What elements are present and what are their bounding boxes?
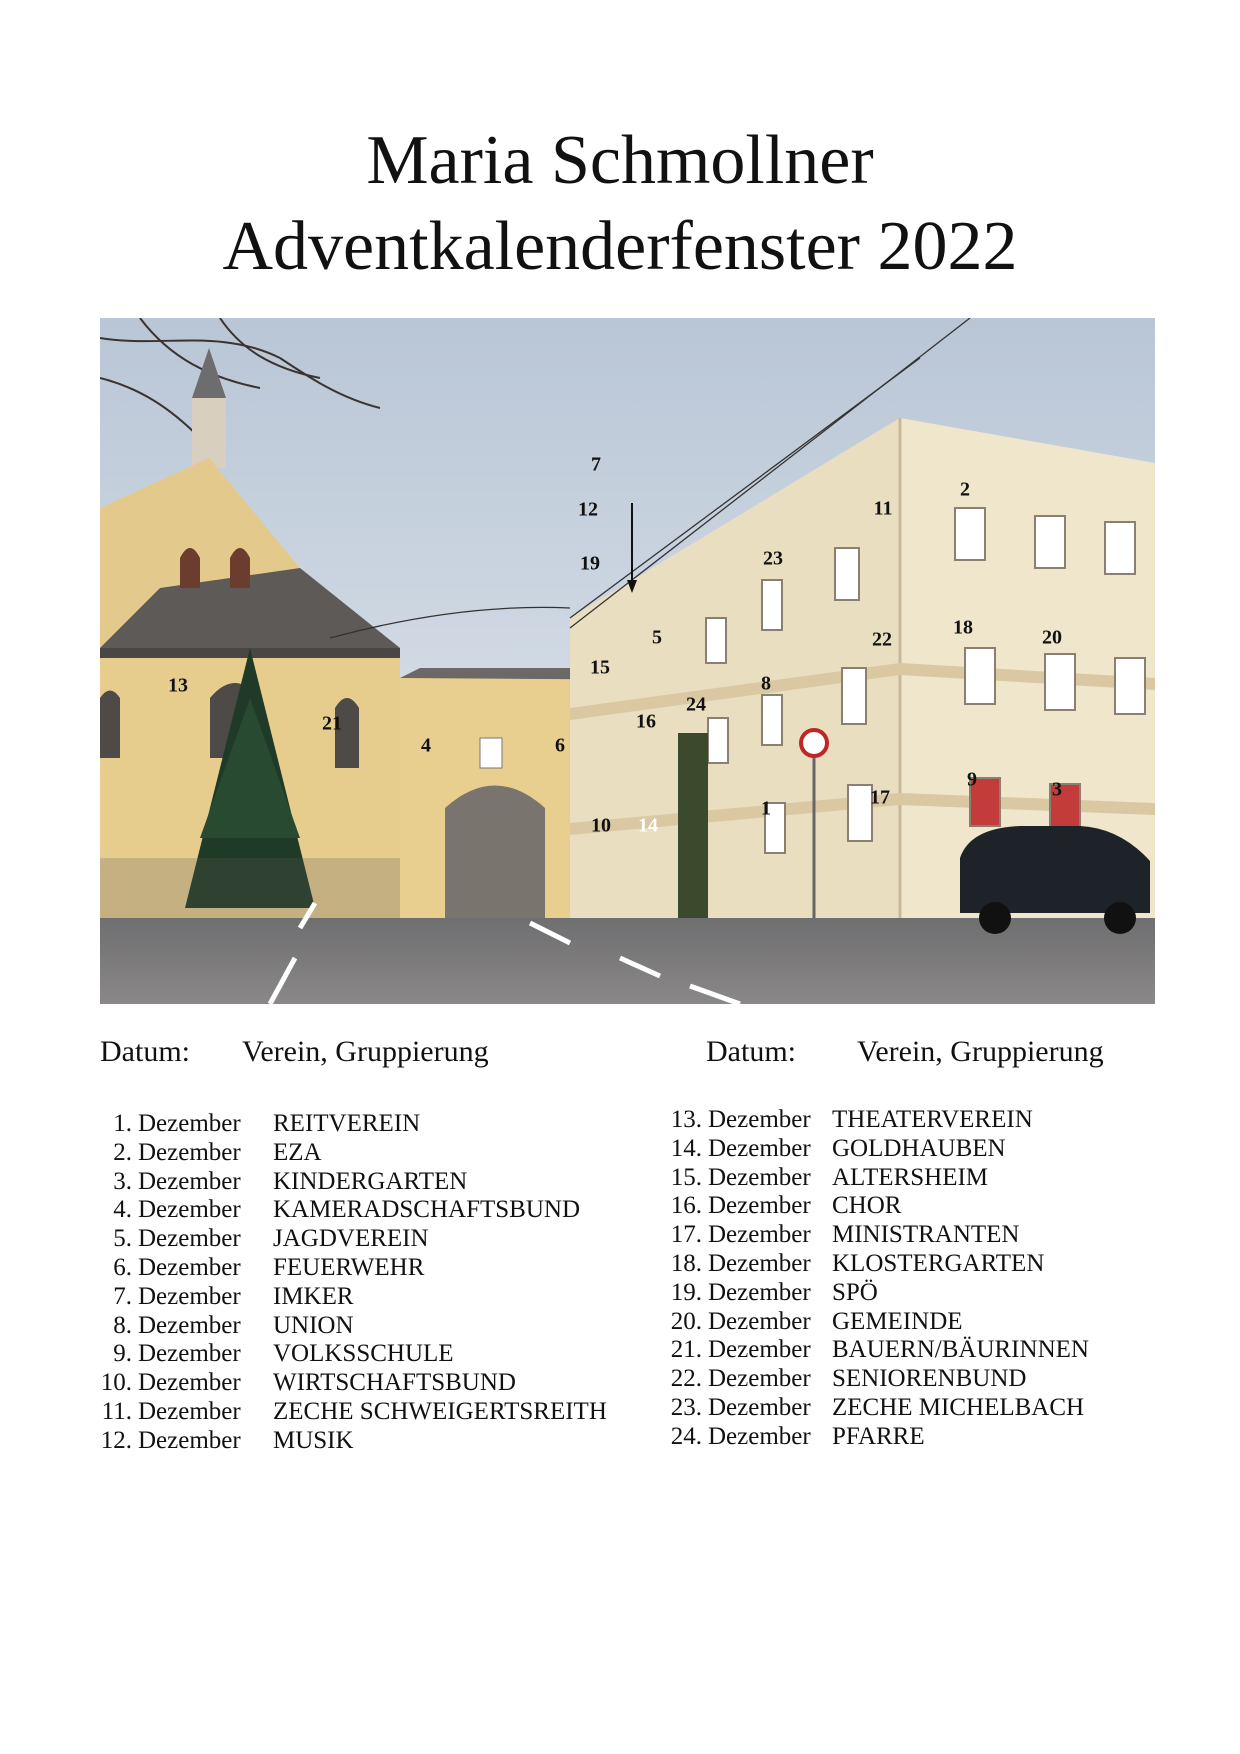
schedule-month: Dezember [708, 1106, 811, 1133]
schedule-day: 21. [670, 1336, 702, 1364]
schedule-row [0, 1196, 607, 1225]
schedule-row [570, 1365, 1089, 1394]
schedule-group: KINDERGARTEN [273, 1167, 468, 1195]
photo-marker-2: 2 [960, 478, 970, 501]
photo-marker-12: 12 [578, 498, 598, 521]
schedule-row [570, 1135, 1089, 1164]
schedule-month: Dezember [138, 1110, 241, 1137]
schedule-group: WIRTSCHAFTSBUND [273, 1369, 516, 1397]
schedule-day: 2. [113, 1138, 132, 1166]
schedule-day: 14. [670, 1134, 702, 1162]
schedule-row [0, 1254, 607, 1283]
schedule-day: 4. [113, 1196, 132, 1224]
schedule-day: 12. [100, 1426, 132, 1454]
schedule-day: 10. [100, 1369, 132, 1397]
schedule-month: Dezember [708, 1249, 811, 1277]
photo-marker-17: 17 [870, 786, 890, 809]
photo-marker-20: 20 [1042, 626, 1062, 649]
schedule-month: Dezember [708, 1422, 811, 1450]
schedule-day: 7. [113, 1282, 132, 1310]
schedule-row [0, 1427, 607, 1456]
schedule-day: 5. [113, 1225, 132, 1253]
schedule-group: ALTERSHEIM [832, 1163, 989, 1191]
schedule-day: 11. [101, 1397, 132, 1425]
schedule-group: FEUERWEHR [273, 1253, 425, 1281]
schedule-list-right [570, 1106, 1089, 1452]
schedule-month: Dezember [708, 1134, 811, 1162]
photo-marker-14: 14 [638, 814, 658, 837]
schedule-group: PFARRE [832, 1422, 925, 1450]
schedule-group: IMKER [273, 1282, 354, 1310]
schedule-group: UNION [273, 1311, 354, 1339]
schedule-row [570, 1394, 1089, 1423]
schedule-month: Dezember [708, 1393, 811, 1421]
schedule-day: 22. [670, 1365, 702, 1393]
photo-marker-4: 4 [421, 734, 431, 757]
schedule-day: 19. [670, 1278, 702, 1306]
schedule-month: Dezember [708, 1307, 811, 1335]
photo-marker-9: 9 [967, 768, 977, 791]
schedule-group: VOLKSSCHULE [273, 1340, 454, 1368]
schedule-day: 20. [670, 1307, 702, 1335]
schedule-month: Dezember [138, 1225, 241, 1253]
schedule-group: JAGDVEREIN [273, 1225, 429, 1253]
schedule-month: Dezember [708, 1163, 811, 1191]
photo-marker-5: 5 [652, 626, 662, 649]
schedule-month: Dezember [708, 1192, 811, 1220]
schedule-row [0, 1312, 607, 1341]
schedule-day: 13. [670, 1106, 702, 1133]
schedule-row [0, 1340, 607, 1369]
schedule-group: CHOR [832, 1192, 902, 1220]
right-date-header: Datum: [706, 1035, 796, 1068]
schedule-row [0, 1369, 607, 1398]
photo-marker-8: 8 [761, 672, 771, 695]
schedule-row [570, 1250, 1089, 1279]
schedule-group: SENIORENBUND [832, 1365, 1027, 1393]
schedule-row [570, 1336, 1089, 1365]
schedule-day: 6. [113, 1253, 132, 1281]
photo-marker-24: 24 [686, 693, 706, 716]
schedule-row [570, 1106, 1089, 1135]
schedule-month: Dezember [138, 1340, 241, 1368]
schedule-day: 16. [670, 1192, 702, 1220]
schedule-month: Dezember [708, 1365, 811, 1393]
photo-marker-13: 13 [168, 674, 188, 697]
photo-marker-16: 16 [636, 710, 656, 733]
schedule-day: 9. [113, 1340, 132, 1368]
title-line-1: Maria Schmollner [366, 122, 874, 199]
schedule-group: ZECHE MICHELBACH [832, 1393, 1085, 1421]
photo-marker-19: 19 [580, 552, 600, 575]
photo-marker-21: 21 [322, 712, 342, 735]
schedule-day: 1. [113, 1110, 132, 1137]
schedule-month: Dezember [138, 1397, 241, 1425]
schedule-month: Dezember [138, 1167, 241, 1195]
schedule-group: MUSIK [273, 1426, 354, 1454]
schedule-day: 18. [670, 1249, 702, 1277]
schedule-month: Dezember [138, 1426, 241, 1454]
schedule-group: KAMERADSCHAFTSBUND [273, 1196, 580, 1224]
schedule-row [570, 1221, 1089, 1250]
schedule-row [0, 1283, 607, 1312]
schedule-row [570, 1279, 1089, 1308]
photo-marker-18: 18 [953, 616, 973, 639]
schedule-month: Dezember [138, 1196, 241, 1224]
schedule-day: 24. [670, 1422, 702, 1450]
schedule-row [0, 1168, 607, 1197]
schedule-group: BAUERN/BÄURINNEN [832, 1336, 1089, 1364]
left-date-header: Datum: [100, 1035, 190, 1068]
photo-marker-23: 23 [763, 547, 783, 570]
schedule-row [0, 1225, 607, 1254]
photo-marker-15: 15 [590, 656, 610, 679]
schedule-group: GOLDHAUBEN [832, 1134, 1006, 1162]
schedule-group: ZECHE SCHWEIGERTSREITH [273, 1397, 607, 1425]
schedule-month: Dezember [708, 1336, 811, 1364]
building-photo [100, 318, 1155, 1004]
schedule-day: 8. [113, 1311, 132, 1339]
schedule-list-left [0, 1110, 607, 1456]
schedule-month: Dezember [138, 1282, 241, 1310]
schedule-month: Dezember [138, 1138, 241, 1166]
schedule-month: Dezember [138, 1253, 241, 1281]
schedule-day: 23. [670, 1393, 702, 1421]
photo-marker-1: 1 [761, 797, 771, 820]
schedule-row [0, 1139, 607, 1168]
right-group-header: Verein, Gruppierung [857, 1035, 1104, 1068]
schedule-day: 17. [670, 1221, 702, 1249]
schedule-month: Dezember [138, 1369, 241, 1397]
schedule-day: 15. [670, 1163, 702, 1191]
schedule-month: Dezember [708, 1221, 811, 1249]
schedule-group: EZA [273, 1138, 322, 1166]
schedule-row [570, 1164, 1089, 1193]
photo-marker-10: 10 [591, 814, 611, 837]
page-title [0, 118, 1240, 290]
schedule-group: THEATERVEREIN [832, 1106, 1033, 1133]
schedule-group: REITVEREIN [273, 1110, 421, 1137]
schedule-month: Dezember [708, 1278, 811, 1306]
photo-marker-11: 11 [873, 497, 893, 520]
photo-marker-22: 22 [872, 628, 892, 651]
photo-marker-6: 6 [555, 734, 565, 757]
photo-marker-7: 7 [591, 453, 601, 476]
schedule-row [570, 1423, 1089, 1452]
schedule-group: KLOSTERGARTEN [832, 1249, 1045, 1277]
left-group-header: Verein, Gruppierung [242, 1035, 489, 1068]
title-line-2: Adventkalenderfenster 2022 [222, 208, 1018, 285]
schedule-row [0, 1398, 607, 1427]
schedule-row [0, 1110, 607, 1139]
schedule-group: MINISTRANTEN [832, 1221, 1020, 1249]
schedule-group: SPÖ [832, 1278, 878, 1306]
schedule-month: Dezember [138, 1311, 241, 1339]
schedule-day: 3. [113, 1167, 132, 1195]
schedule-group: GEMEINDE [832, 1307, 963, 1335]
schedule-row [570, 1192, 1089, 1221]
photo-marker-3: 3 [1052, 778, 1062, 801]
schedule-row [570, 1308, 1089, 1337]
building-illustration [100, 318, 1155, 1004]
